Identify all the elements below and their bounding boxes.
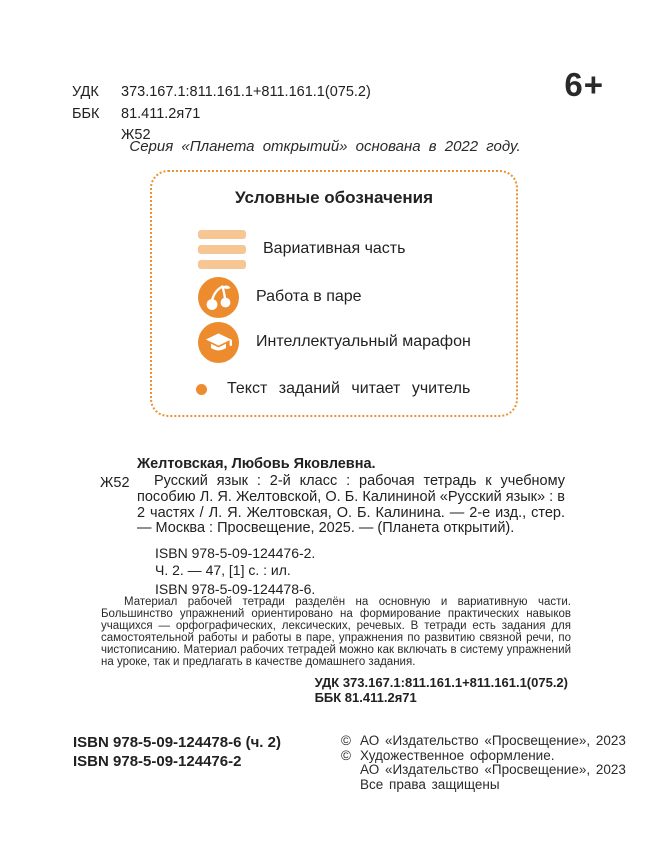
author-heading: Желтовская, Любовь Яковлевна. (137, 456, 376, 472)
isbn-part-line: ISBN 978-5-09-124476-2. (155, 545, 316, 561)
legend-item-variative (198, 228, 405, 270)
udk-row (72, 82, 371, 104)
udk-value: 373.167.1:811.161.1+811.161.1(075.2) (121, 84, 371, 100)
isbn-full-line: ISBN 978-5-09-124478-6. (155, 581, 316, 597)
author-sign: Ж52 (121, 127, 151, 143)
footer-isbn-line-1: ISBN 978-5-09-124478-6 (ч. 2) (73, 734, 281, 751)
bbk-row (72, 104, 371, 126)
udk-label: УДК (72, 84, 99, 100)
isbn-block (155, 545, 315, 598)
legend-item-pair-work (198, 276, 362, 318)
copyright-line: © Художественное оформление. (341, 747, 555, 763)
classification-codes-bottom (315, 676, 568, 706)
legend-box (150, 170, 518, 417)
legend-item-label: Работа в паре (256, 288, 362, 305)
copyright-symbol: © (341, 733, 351, 748)
variative-part-bars-icon (198, 230, 246, 269)
copyright-line: Все права защищены (360, 776, 500, 792)
copyright-line: АО «Издательство «Просвещение», 2023 (360, 762, 626, 778)
legend-item-marathon (198, 321, 471, 363)
udk-line-bold: УДК 373.167.1:811.161.1+811.161.1(075.2) (314, 675, 568, 690)
legend-item-teacher-reads (196, 378, 470, 400)
copyright-symbol: © (341, 747, 351, 763)
bbk-label: ББК (72, 105, 100, 122)
bbk-value: 81.411.2я71 (121, 105, 201, 122)
legend-item-label: Интеллектуальный марафон (256, 333, 471, 350)
bbk-line-bold: ББК 81.411.2я71 (314, 689, 417, 705)
bibliographic-description: Русский язык : 2-й класс : рабочая тетрадь к учебному пособию Л. Я. Желтовской, О. Б. Калининой «Русский язык» : в 2 частях / Л. Я. Желтовская, О. Б. Калинина. — 2-е изд., стер. — Москва : Просвещение, 2025. — (Планета открытий). (137, 473, 565, 537)
legend-item-label: Вариативная часть (263, 240, 406, 257)
classification-codes (72, 82, 371, 147)
footer-isbn-block (73, 733, 281, 771)
age-rating-badge: 6+ (564, 66, 604, 103)
footer-isbn-line-2: ISBN 978-5-09-124476-2 (73, 753, 242, 770)
part-info-line: Ч. 2. — 47, [1] с. : ил. (155, 562, 291, 578)
legend-title: Условные обозначения (234, 188, 434, 207)
author-sign-margin: Ж52 (100, 475, 130, 491)
pair-work-cherries-icon (198, 277, 239, 318)
annotation-text: Материал рабочей тетради разделён на основную и вариативную части. Большинство упражнений ориентировано на формирование практических навыков учащихся — орфографических, лексических, речевых. В тетради есть задания для самостоятельной работы и работы в паре, упражнения по развитию связной речи, по чистописанию. Материал рабочих тетрадей можно как включать в систему упражнений на уроке, так и предлагать в качестве домашнего задания. (101, 596, 571, 668)
copyright-block (341, 734, 626, 792)
legend-item-label: Текст заданий читает учитель (227, 380, 471, 397)
teacher-reads-dot-icon (196, 384, 207, 395)
intellectual-marathon-cap-icon (198, 322, 239, 363)
series-note: Серия «Планета открытий» основана в 2022 году. (129, 138, 521, 155)
copyright-line: © АО «Издательство «Просвещение», 2023 (341, 733, 626, 748)
